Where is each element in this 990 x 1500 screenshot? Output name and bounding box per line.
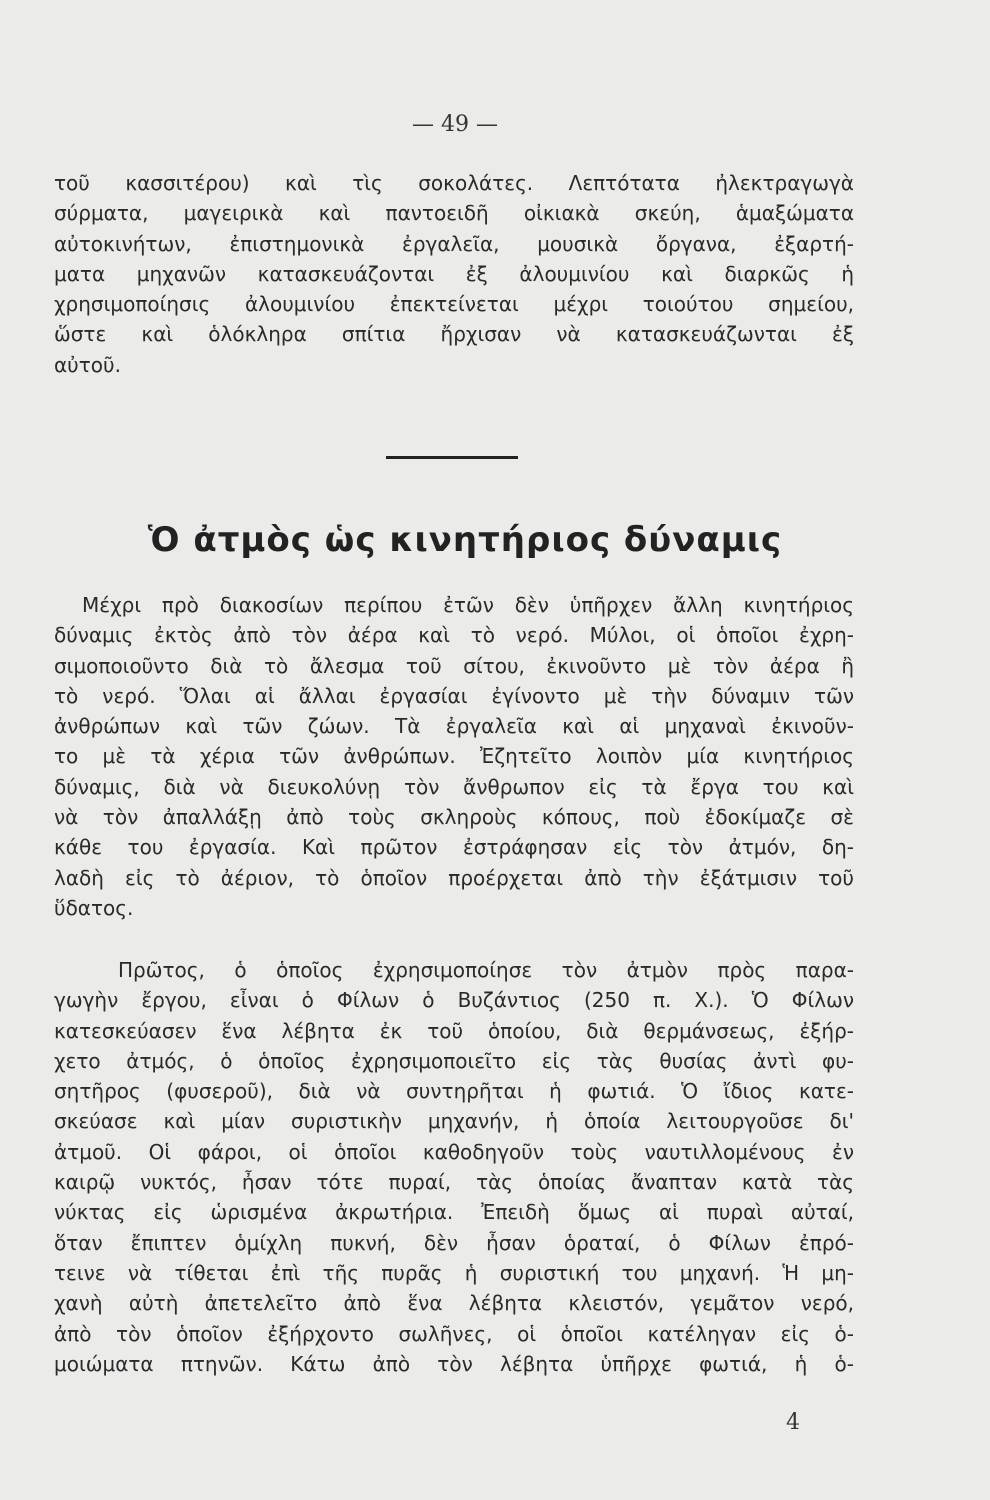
text-line: νύκτας εἰς ὡρισμένα ἀκρωτήρια. Ἐπειδὴ ὅμως αἱ πυραὶ αὐταί, xyxy=(54,1200,854,1225)
text-line: αὐτοκινήτων, ἐπιστημονικὰ ἐργαλεῖα, μουσικὰ ὄργανα, ἐξαρτή- xyxy=(54,231,854,256)
text-line: ἀπὸ τὸν ὁποῖον ἐξήρχοντο σωλῆνες, οἱ ὁποῖοι κατέληγαν εἰς ὁ- xyxy=(54,1321,854,1346)
text-line: τοῦ κασσιτέρου) καὶ τὶς σοκολάτες. Λεπτότατα ἠλεκτραγωγὰ xyxy=(54,171,854,195)
text-line: ὅταν ἔπιπτεν ὁμίχλη πυκνή, δὲν ἦσαν ὁραταί, ὁ Φίλων ἐπρό- xyxy=(54,1230,854,1255)
text-line: σιμοποιοῦντο διὰ τὸ ἄλεσμα τοῦ σίτου, ἐκινοῦντο μὲ τὸν ἀέρα ἢ xyxy=(54,653,854,678)
text-line: ὕδατος. xyxy=(54,895,134,920)
paragraph-3 xyxy=(54,955,854,1379)
text-line: γωγὴν ἔργου, εἶναι ὁ Φίλων ὁ Βυζάντιος (250 π. Χ.). Ὁ Φίλων xyxy=(54,988,854,1013)
text-line: τὸ νερό. Ὅλαι αἱ ἄλλαι ἐργασίαι ἐγίνοντο μὲ τὴν δύναμιν τῶν xyxy=(54,683,854,708)
text-line: ἀτμοῦ. Οἱ φάροι, οἱ ὁποῖοι καθοδηγοῦν τοὺς ναυτιλλομένους ἐν xyxy=(54,1139,854,1164)
text-line: κάθε του ἐργασία. Καὶ πρῶτον ἐστράφησαν εἰς τὸν ἀτμόν, δη- xyxy=(54,835,854,860)
signature-mark: 4 xyxy=(786,1410,800,1435)
page-number: — 49 — xyxy=(412,112,498,137)
text-line: χρησιμοποίησις ἀλουμινίου ἐπεκτείνεται μέχρι τοιούτου σημείου, xyxy=(54,292,854,317)
text-line: χανὴ αὐτὴ ἀπετελεῖτο ἀπὸ ἕνα λέβητα κλειστόν, γεμᾶτον νερό, xyxy=(54,1291,854,1316)
text-line: ματα μηχανῶν κατασκευάζονται ἐξ ἀλουμινίου καὶ διαρκῶς ἡ xyxy=(54,261,854,286)
text-line: σκεύασε καὶ μίαν συριστικὴν μηχανήν, ἡ ὁποία λειτουργοῦσε δι' xyxy=(54,1109,854,1134)
text-line: νὰ τὸν ἀπαλλάξῃ ἀπὸ τοὺς σκληροὺς κόπους, ποὺ ἐδοκίμαζε σὲ xyxy=(54,805,854,830)
text-line: χετο ἀτμός, ὁ ὁποῖος ἐχρησιμοποιεῖτο εἰς τὰς θυσίας ἀντὶ φυ- xyxy=(54,1048,854,1073)
text-line: τεινε νὰ τίθεται ἐπὶ τῆς πυρᾶς ἡ συριστική του μηχανή. Ἡ μη- xyxy=(54,1260,854,1285)
text-line: καιρῷ νυκτός, ἦσαν τότε πυραί, τὰς ὁποίας ἄναπταν κατὰ τὰς xyxy=(54,1170,854,1195)
text-line: λαδὴ εἰς τὸ ἀέριον, τὸ ὁποῖον προέρχεται ἀπὸ τὴν ἐξάτμισιν τοῦ xyxy=(54,865,854,890)
paragraph-2 xyxy=(54,590,854,923)
text-line: ὥστε καὶ ὁλόκληρα σπίτια ἤρχισαν νὰ κατασκευάζωνται ἐξ xyxy=(54,322,854,347)
text-line: κατεσκεύασεν ἕνα λέβητα ἐκ τοῦ ὁποίου, διὰ θερμάνσεως, ἐξήρ- xyxy=(54,1018,854,1043)
text-line: δύναμις ἐκτὸς ἀπὸ τὸν ἀέρα καὶ τὸ νερό. Μύλοι, οἱ ὁποῖοι ἐχρη- xyxy=(54,623,854,648)
paragraph-1 xyxy=(54,168,854,380)
text-line: μοιώματα πτηνῶν. Κάτω ἀπὸ τὸν λέβητα ὑπῆρχε φωτιά, ἡ ὁ- xyxy=(54,1351,854,1376)
section-separator xyxy=(386,456,518,459)
text-line: σητῆρος (φυσεροῦ), διὰ νὰ συντηρῆται ἡ φωτιά. Ὁ ἴδιος κατε- xyxy=(54,1079,854,1104)
text-line: σύρματα, μαγειρικὰ καὶ παντοειδῆ οἰκιακὰ σκεύη, ἁμαξώματα xyxy=(54,201,854,226)
text-line: αὐτοῦ. xyxy=(54,352,121,377)
text-line: ἀνθρώπων καὶ τῶν ζώων. Τὰ ἐργαλεῖα καὶ αἱ μηχαναὶ ἐκινοῦν- xyxy=(54,714,854,739)
text-line: Πρῶτος, ὁ ὁποῖος ἐχρησιμοποίησε τὸν ἀτμὸν πρὸς παρα- xyxy=(118,958,854,982)
text-line: δύναμις, διὰ νὰ διευκολύνῃ τὸν ἄνθρωπον εἰς τὰ ἔργα του καὶ xyxy=(54,774,854,799)
text-line: Μέχρι πρὸ διακοσίων περίπου ἐτῶν δὲν ὑπῆρχεν ἄλλη κινητήριος xyxy=(82,593,854,617)
section-title: Ὁ ἀτμὸς ὡς κινητήριος δύναμις xyxy=(147,520,783,560)
text-line: το μὲ τὰ χέρια τῶν ἀνθρώπων. Ἐζητεῖτο λοιπὸν μία κινητήριος xyxy=(54,744,854,769)
